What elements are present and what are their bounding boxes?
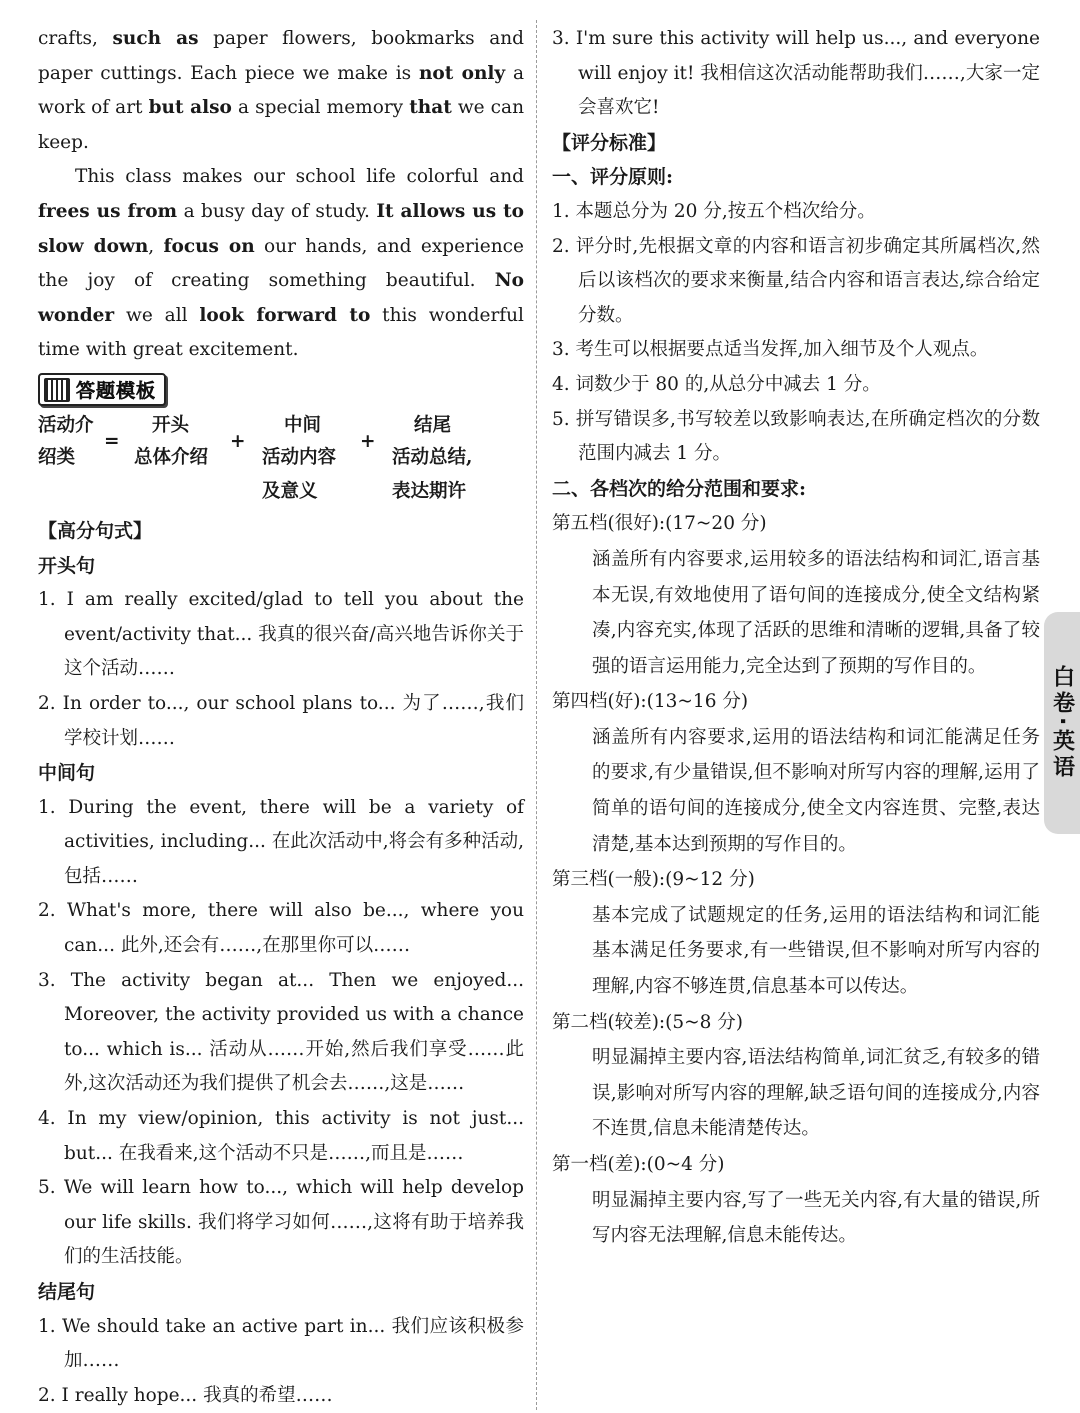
formula-opening-title: 开头 [152, 414, 190, 436]
principle-item: 5. 拼写错误多,书写较差以致影响表达,在所确定档次的分数范围内减去 1 分。 [552, 408, 1040, 465]
template-badge-label: 答题模板 [76, 380, 157, 403]
column-divider [536, 20, 537, 1410]
formula-middle-desc-2: 及意义 [262, 480, 318, 502]
sentences-title: 【高分句式】 [38, 519, 153, 542]
tiers-title: 二、各档次的给分范围和要求: [552, 477, 807, 500]
template-badge [38, 373, 166, 406]
tier-description: 基本完成了试题规定的任务,运用的语法结构和词汇能基本满足任务要求,有一些错误,但不影响对所写内容的理解,内容不够连贯,信息基本可以传达。 [592, 904, 1040, 998]
opening-sentence: 2. In order to..., our school plans to... 为了……,我们学校计划…… [38, 692, 524, 749]
ending-sentences-title: 结尾句 [38, 1281, 96, 1303]
opening-sentences-title: 开头句 [38, 554, 96, 577]
criteria-title: 【评分标准】 [552, 131, 667, 154]
tier-heading: 第五档(很好):(17~20 分) [552, 513, 767, 535]
side-tab-label: 白卷·英语 [1049, 664, 1075, 782]
formula-middle-desc: 活动内容 [262, 446, 337, 468]
side-tab [1044, 612, 1080, 834]
tier-description: 明显漏掉主要内容,语法结构简单,词汇贫乏,有较多的错误,影响对所写内容的理解,缺乏语句间的连接成分,内容不连贯,信息未能清楚传达。 [592, 1047, 1040, 1140]
middle-sentence: 5. We will learn how to..., which will help develop our life skills. 我们将学习如何……,这将有助于培养我们的生活技能。 [38, 1177, 524, 1268]
sample-essay-paragraph-2: This class makes our school life colorful and frees us from a busy day of study. It allows us to slow down, focus on our hands, and experience the joy of creating something beautiful. No wonder we all look forward to this wonderful time with great excitement. [38, 166, 524, 361]
principle-item: 1. 本题总分为 20 分,按五个档次给分。 [552, 200, 876, 222]
formula-middle-title: 中间 [284, 414, 322, 436]
formula-category-line2: 绍类 [38, 446, 76, 468]
tier-description: 涵盖所有内容要求,运用的语法结构和词汇能满足任务的要求,有少量错误,但不影响对所写内容的理解,运用了简单的语句间的连接成分,使全文内容连贯、完整,表达清楚,基本达到预期的写作目的。 [592, 726, 1040, 855]
principles-title: 一、评分原则: [552, 166, 674, 189]
formula-plus-2: + [360, 430, 376, 452]
template-badge-row [38, 372, 524, 408]
ending-sentence: 1. We should take an active part in... 我们应该积极参加…… [38, 1315, 524, 1372]
ending-sentence: 3. I'm sure this activity will help us..., and everyone will enjoy it! 我相信这次活动能帮助我们……,大家一定会喜欢它! [552, 28, 1040, 119]
left-column [38, 22, 524, 1413]
opening-sentence: 1. I am really excited/glad to tell you about the event/activity that... 我真的很兴奋/高兴地告诉你关于这个活动…… [38, 589, 524, 680]
formula-ending-title: 结尾 [414, 414, 452, 436]
formula-equals: = [104, 430, 120, 452]
tier-heading: 第一档(差):(0~4 分) [552, 1154, 725, 1175]
tier-heading: 第四档(好):(13~16 分) [552, 691, 749, 713]
structure-formula [38, 410, 524, 512]
principle-item: 3. 考生可以根据要点适当发挥,加入细节及个人观点。 [552, 339, 989, 361]
book-icon [44, 378, 70, 402]
formula-ending-desc: 活动总结, [392, 446, 473, 468]
tier-description: 明显漏掉主要内容,写了一些无关内容,有大量的错误,所写内容无法理解,信息未能传达。 [592, 1189, 1040, 1247]
middle-sentence: 4. In my view/opinion, this activity is not just... but... 在我看来,这个活动不只是……,而且是…… [38, 1108, 524, 1164]
middle-sentences-title: 中间句 [38, 762, 96, 785]
formula-category-line1: 活动介 [38, 414, 94, 436]
right-column [552, 22, 1040, 1254]
principle-item: 4. 词数少于 80 的,从总分中减去 1 分。 [552, 373, 881, 395]
formula-ending-desc-2: 表达期许 [392, 480, 467, 502]
principle-item: 2. 评分时,先根据文章的内容和语言初步确定其所属档次,然后以该档次的要求来衡量,结合内容和语言表达,综合给定分数。 [552, 235, 1040, 326]
sample-essay-paragraph-1: crafts, such as paper flowers, bookmarks and paper cuttings. Each piece we make is not only a work of art but also a special memory that we can keep. [38, 28, 524, 153]
formula-opening-desc: 总体介绍 [134, 446, 209, 468]
middle-sentence: 2. What's more, there will also be..., where you can... 此外,还会有……,在那里你可以…… [38, 900, 524, 957]
middle-sentence: 3. The activity began at... Then we enjoyed... Moreover, the activity provided us with a chance to... which is... 活动从……开始,然后我们享受……此外,这次活动还为我们提供了机会去……,这是…… [38, 969, 524, 1095]
tier-heading: 第三档(一般):(9~12 分) [552, 869, 755, 891]
ending-sentence: 2. I really hope... 我真的希望…… [38, 1384, 333, 1406]
middle-sentence: 1. During the event, there will be a variety of activities, including... 在此次活动中,将会有多种活动,包括…… [38, 796, 524, 887]
formula-plus-1: + [230, 430, 246, 452]
tier-description: 涵盖所有内容要求,运用较多的语法结构和词汇,语言基本无误,有效地使用了语句间的连接成分,使全文结构紧凑,内容充实,体现了活跃的思维和清晰的逻辑,具备了较强的语言运用能力,完全达到了预期的写作目的。 [592, 548, 1040, 677]
tier-heading: 第二档(较差):(5~8 分) [552, 1011, 744, 1033]
